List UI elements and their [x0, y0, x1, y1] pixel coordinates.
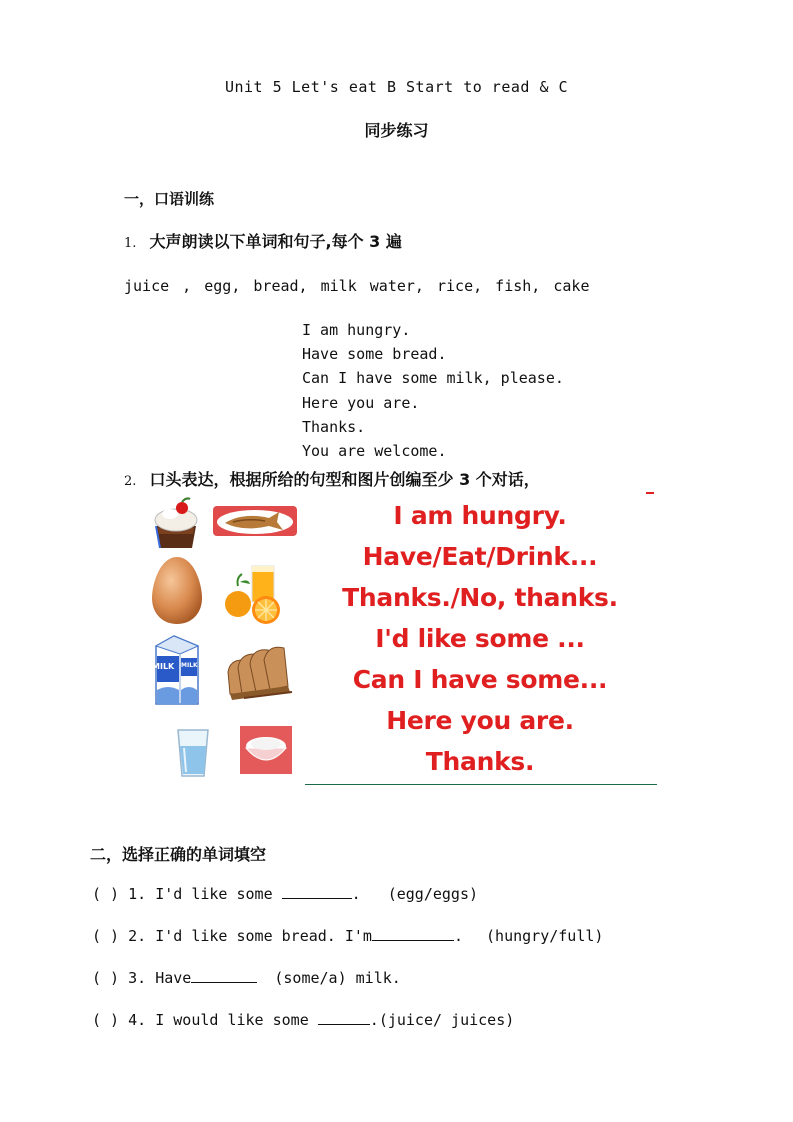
item1-instruction: 大声朗读以下单词和句子,每个 3 遍	[149, 232, 402, 251]
pattern-phrase: I am hungry.	[393, 501, 567, 530]
food-pictures	[140, 492, 305, 792]
question-punct: .	[453, 927, 463, 945]
rice-bowl-icon	[240, 726, 292, 774]
sentence: Have some bread.	[302, 345, 447, 364]
pattern-phrase: Thanks.	[425, 747, 535, 776]
sentence: You are welcome.	[302, 442, 447, 461]
section1-heading: 一，口语训练	[124, 190, 215, 208]
answer-blank[interactable]	[191, 968, 257, 983]
item1-number: 1.	[124, 236, 137, 251]
question-text: Have	[155, 969, 192, 987]
pattern-phrase: Can I have some...	[352, 665, 608, 694]
worksheet-subtitle: 同步练习	[364, 121, 429, 140]
question-3	[92, 968, 401, 987]
fish-icon	[213, 504, 297, 538]
question-options: (hungry/full)	[486, 927, 604, 945]
sentence: Here you are.	[302, 393, 420, 412]
question-number: 1.	[128, 885, 147, 903]
pattern-phrase: Have/Eat/Drink...	[362, 542, 598, 571]
answer-paren[interactable]: ( )	[92, 927, 120, 945]
milk-carton-label-side: MILK	[181, 662, 198, 669]
question-number: 2.	[128, 927, 147, 945]
answer-paren[interactable]: ( )	[92, 885, 120, 903]
item1	[124, 229, 402, 252]
question-text: I'd like some bread. I'm	[155, 927, 372, 945]
question-punct: .	[351, 885, 361, 903]
bread-icon	[224, 642, 294, 702]
answer-blank[interactable]	[372, 926, 454, 941]
answer-paren[interactable]: ( )	[92, 969, 120, 987]
sentence: I am hungry.	[302, 321, 411, 339]
sentence-list	[302, 318, 564, 463]
item2-instruction: 口头表达，根据所给的句型和图片创编至少 3 个对话，	[149, 470, 540, 489]
item2-number: 2.	[124, 474, 137, 489]
answer-blank[interactable]	[282, 884, 352, 899]
worksheet-title: Unit 5 Let's eat B Start to read & C	[224, 78, 569, 96]
question-1	[92, 884, 478, 903]
item2	[124, 467, 540, 490]
water-glass-icon	[174, 726, 212, 778]
sentence-patterns	[330, 495, 630, 780]
question-options: (egg/eggs)	[387, 885, 479, 903]
juice-icon	[222, 564, 284, 626]
question-options: (some/a) milk.	[274, 969, 401, 987]
question-punct: .	[369, 1011, 379, 1029]
cake-icon	[150, 496, 202, 552]
answer-paren[interactable]: ( )	[92, 1011, 120, 1029]
question-4	[92, 1010, 514, 1029]
question-number: 3.	[128, 969, 147, 987]
pattern-phrase: Here you are.	[386, 706, 574, 735]
question-options: (juice/ juices)	[378, 1011, 515, 1029]
sentence: Can I have some milk, please.	[302, 369, 564, 388]
egg-icon	[150, 554, 204, 626]
vocabulary-words: juice , egg, bread, milk water, rice, fish, cake	[124, 277, 590, 295]
answer-blank[interactable]	[318, 1010, 370, 1025]
divider-line	[305, 784, 657, 785]
question-text: I'd like some	[155, 885, 273, 903]
sentence: Thanks.	[302, 417, 366, 436]
question-number: 4.	[128, 1011, 147, 1029]
pattern-phrase: Thanks./No, thanks.	[342, 583, 618, 612]
question-2	[92, 926, 603, 945]
pattern-phrase: I'd like some ...	[375, 624, 585, 653]
red-mark	[646, 492, 654, 494]
question-text: I would like some	[155, 1011, 309, 1029]
section2-heading: 二，选择正确的单词填空	[90, 845, 267, 864]
milk-carton-label: MILK	[152, 662, 175, 671]
